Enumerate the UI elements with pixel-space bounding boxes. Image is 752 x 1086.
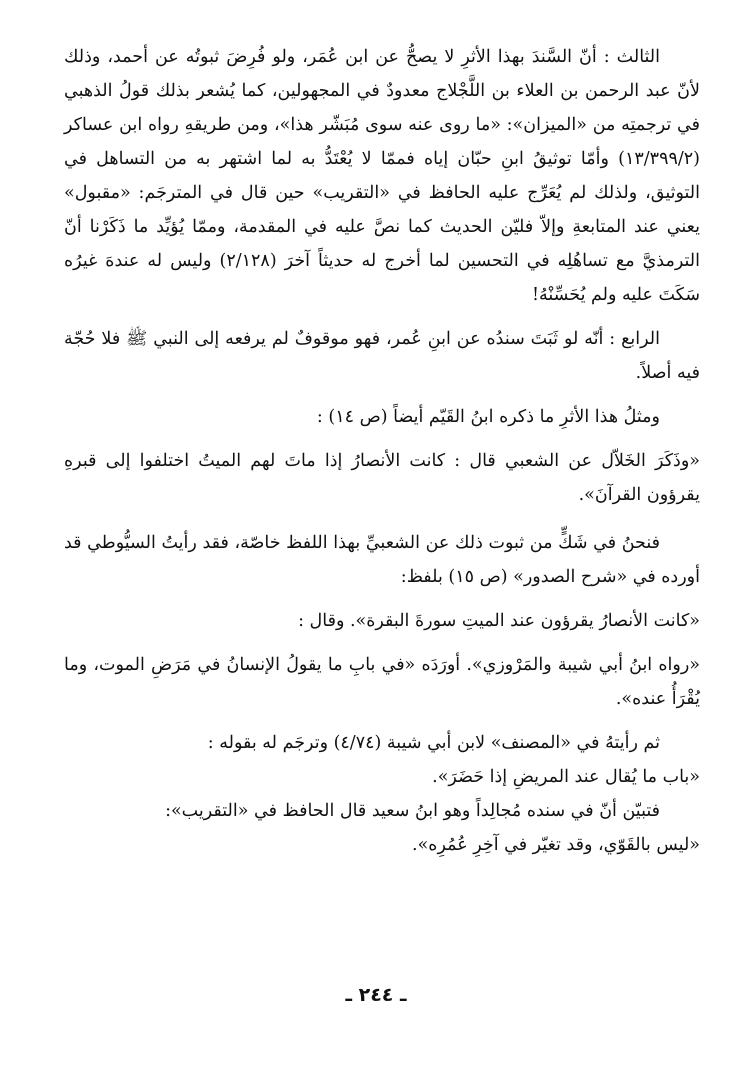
quote-khallal-shabi: «وذَكَرَ الخَلاّل عن الشعبي قال : كانت الأنصارُ إذا ماتَ لهم الميتُ اختلفوا إلى قبرهِ يقرؤون القرآنَ».	[64, 451, 700, 505]
quote-bab-title: «باب ما يُقال عند المريضِ إذا حَضَرَ».	[432, 767, 700, 787]
paragraph-musannaf: ثم رأيتهُ في «المصنف» لابن أبي شيبة (٤/٧٤) وترجَم له بقوله :	[207, 733, 660, 753]
page-number: ـ ٢٤٤ ـ	[345, 984, 407, 1006]
paragraph-doubt-suyuti: فنحنُ في شَكٍّ من ثبوت ذلك عن الشعبيِّ بهذا اللفظ خاصّة، فقد رأيتُ السيُّوطي قد أورده في «شرح الصدور» (ص ١٥) بلفظ:	[64, 533, 700, 587]
paragraph-ibn-qayyim-intro: ومثلُ هذا الأثرِ ما ذكره ابنُ القَيّم أيضاً (ص ١٤) :	[316, 407, 660, 427]
quote-ibn-abi-shayba-marwazi: «رواه ابنُ أبي شيبة والمَرْوزي». أورَدَه «في بابِ ما يقولُ الإنسانُ في مَرَضِ الموت، وما يُقْرَأُ عنده».	[64, 655, 700, 709]
quote-taqrib-mujalid: «ليس بالقَوّي، وقد تغيّر في آخِرِ عُمُرِه».	[412, 835, 700, 855]
page-body	[64, 40, 700, 862]
paragraph-third-point: الثالث : أنّ السَّندَ بهذا الأثرِ لا يصحُّ عن ابن عُمَر، ولو فُرِضَ ثبوتُه عن أحمد، وذلك لأنّ عبد الرحمن بن العلاء بن اللَّجْلاج معدودٌ في المجهولين، كما يُشعر بذلك قولُ الذهبي في ترجمتِه من «الميزان»: «ما روى عنه سوى مُبَشّر هذا»، ومن طريقهِ رواه ابن عساكر (١٣/٣٩٩/٢) وأمّا توثيقُ ابنِ حبّان إياه فممّا لا يُعْتَدُّ به لما اشتهر به من التساهل في التوثيق، ولذلك لم يُعَرِّج عليه الحافظ في «التقريب» حين قال في المترجَم: «مقبول» يعني عند المتابعةِ وإلاّ فليّن الحديث كما نصَّ عليه في المقدمة، وممّا يُؤيِّد ما ذَكَرْنا أنّ الترمذيَّ مع تساهُلِه في التحسين لما أخرج له حديثاً آخرَ (٢/١٢٨) وليس له عندهَ غيرُه سَكَتَ عليه ولم يُحَسِّنْهُ!	[64, 47, 700, 305]
paragraph-mujalid: فتبيّن أنّ في سنده مُجالِداً وهو ابنُ سعيد قال الحافظ في «التقريب»:	[165, 801, 660, 821]
quote-ansar-baqara: «كانت الأنصارُ يقرؤون عند الميتِ سورةَ البقرة». وقال :	[298, 611, 700, 631]
paragraph-fourth-point: الرابع : أنّه لو ثَبَتَ سندُه عن ابنِ عُمر، فهو موقوفٌ لم يرفعه إلى النبي ﷺ فلا حُجّة فيه أصلاً.	[64, 329, 700, 383]
